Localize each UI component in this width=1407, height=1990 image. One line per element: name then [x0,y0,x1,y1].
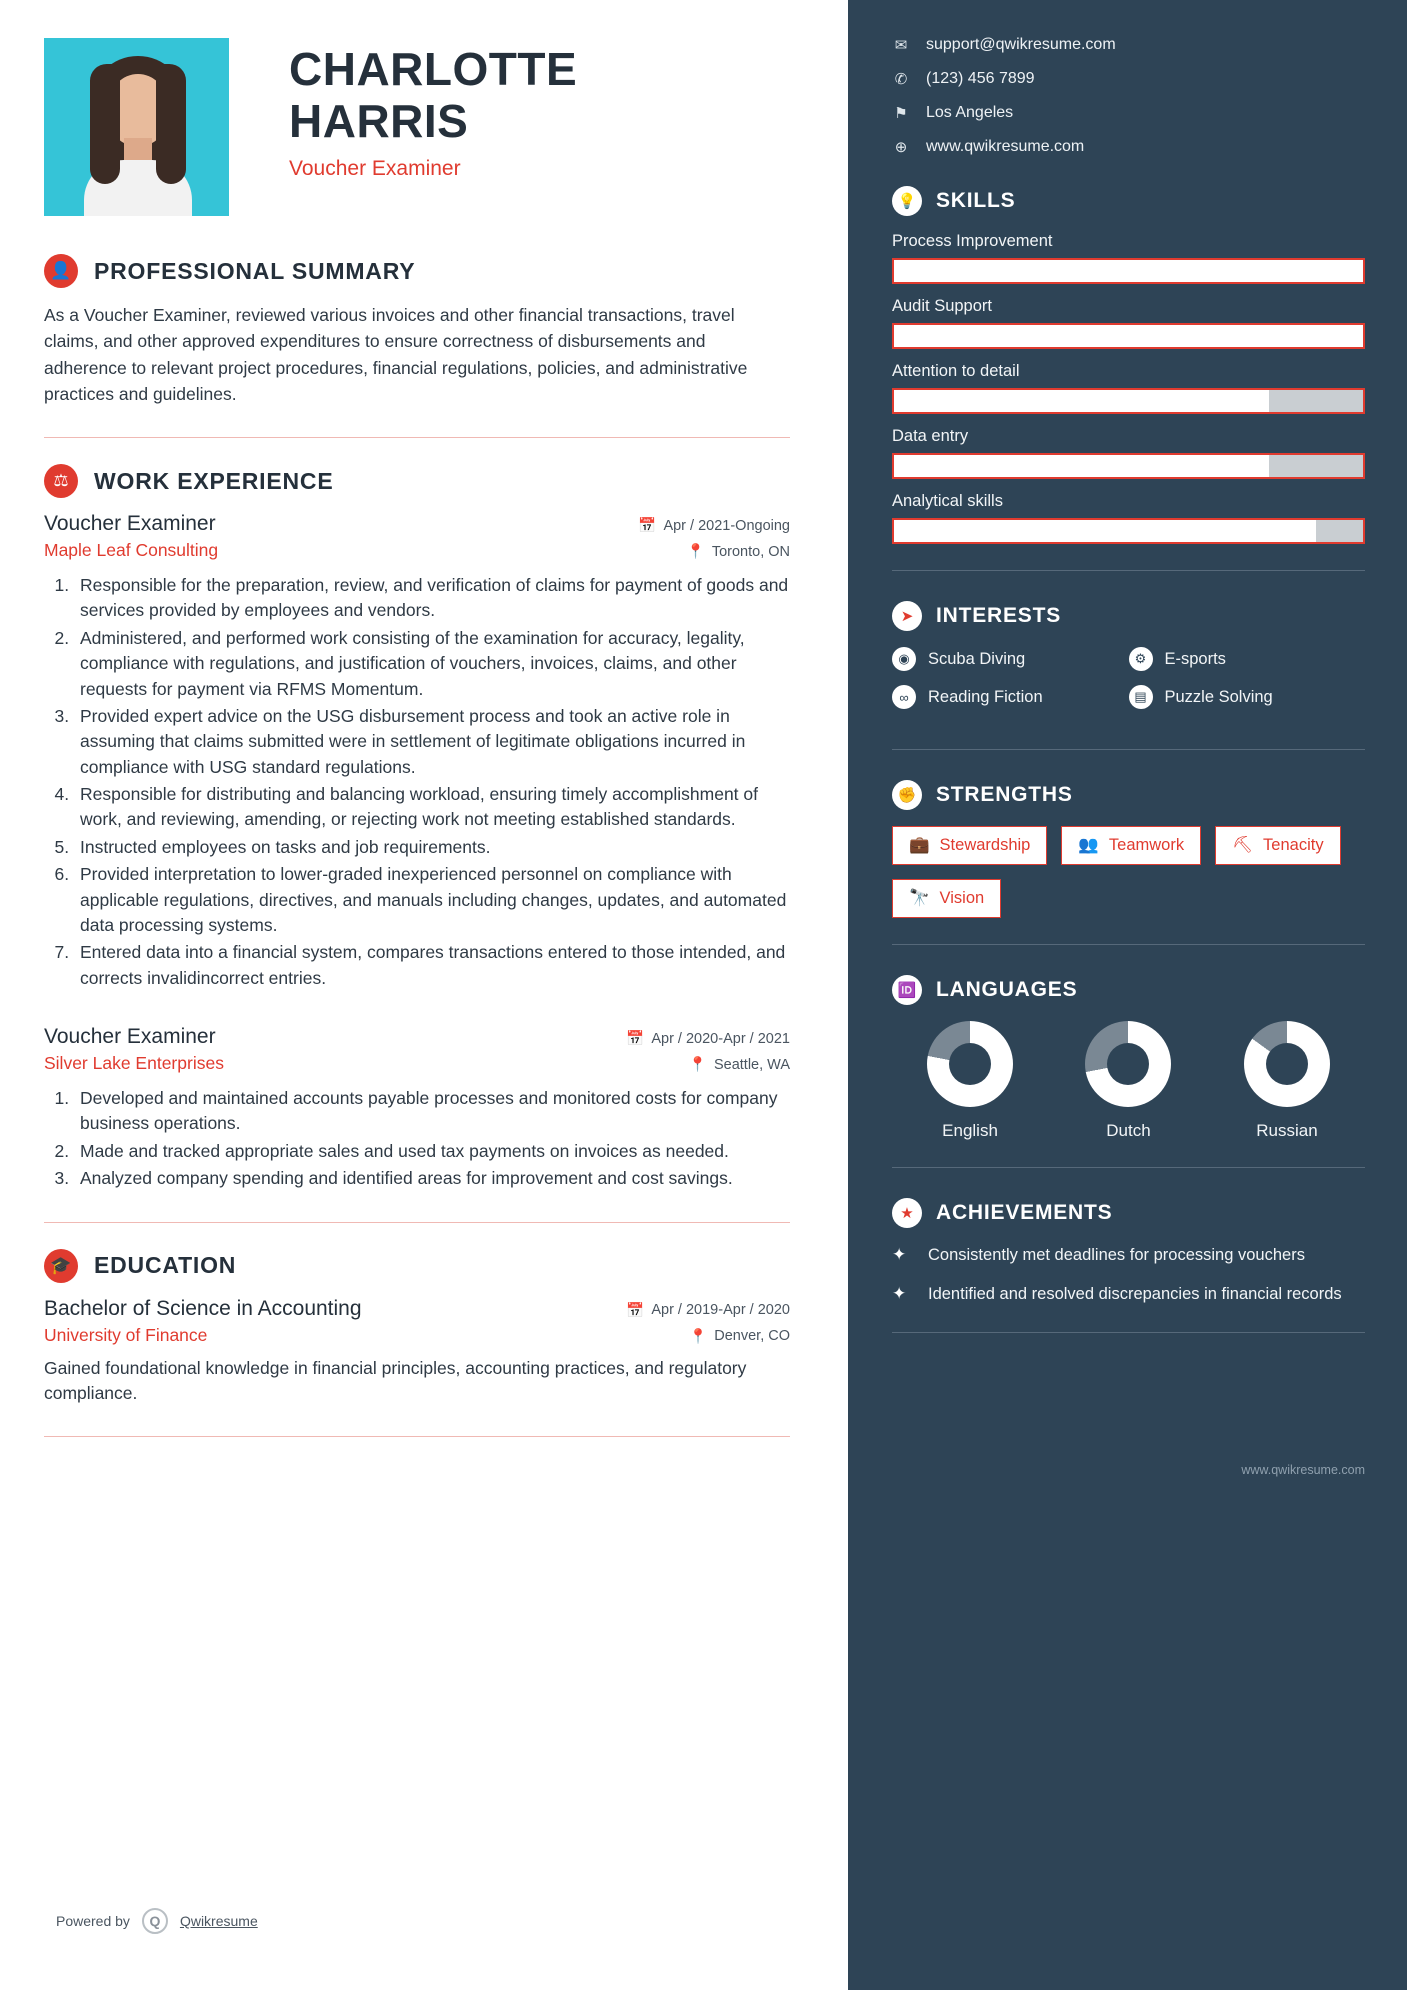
list-item: 1. Responsible for the preparation, review, and verification of claims for payment of goods and services provided by employees and vendors. [74,573,790,624]
qwikresume-logo-icon: Q [142,1908,168,1934]
divider [44,1222,790,1223]
esports-icon: ⚙ [1129,647,1153,671]
section-header [44,464,790,498]
calendar-icon: 📅 [626,1302,645,1319]
list-item: 2. Made and tracked appropriate sales and used tax payments on invoices as needed. [74,1139,790,1164]
job-title: Voucher Examiner [289,157,461,181]
list-item: 3. Provided expert advice on the USG disbursement process and took an active role in assuming that claims submitted were in settlement of legitimate obligations incurred in compliance with USG standard regulations. [74,704,790,780]
section-header [892,186,1365,216]
list-item: 6. Provided interpretation to lower-graded inexperienced personnel on compliance with applicable regulations, directives, and manuals including changes, updates, and automated data processing systems. [74,862,790,938]
footer-branding [56,1908,258,1934]
education-description: Gained foundational knowledge in financial principles, accounting practices, and regulatory compliance. [44,1357,747,1403]
section-title: WORK EXPERIENCE [94,467,334,494]
divider [892,749,1365,750]
education-degree: Bachelor of Science in Accounting [44,1296,362,1320]
section-title: INTERESTS [936,604,1062,627]
language-progress-ring [1244,1021,1330,1107]
education-dates: 📅 Apr / 2019-Apr / 2020 [626,1302,790,1319]
education-entry [44,1297,790,1407]
section-header [44,254,790,288]
star-icon: ✦ [892,1245,907,1264]
calendar-icon: 📅 [638,518,657,534]
last-name: HARRIS [289,94,469,147]
section-header [892,601,1365,631]
list-item: 7. Entered data into a financial system, compares transactions entered to those intended, and corrects invalidincorrect entries. [74,940,790,991]
strength-chip: 💼 Stewardship [892,826,1047,865]
lightbulb-icon: 💡 [892,186,922,216]
skill-item: Audit Support [892,297,1365,349]
interest-item: ∞ Reading Fiction [892,685,1129,709]
experience-location: 📍 Toronto, ON [686,543,790,560]
section-title: EDUCATION [94,1252,237,1278]
avatar [44,38,229,216]
resume-sidebar [848,0,1407,1990]
envelope-icon: ✉ [894,37,908,54]
section-title: ACHIEVEMENTS [936,1201,1113,1224]
summary-text: As a Voucher Examiner, reviewed various invoices and other financial transactions, travel claims, and other approved expenditures to ensure correctness of disbursements and adherence to relevant project procedures, financial regulations, policies, and administrative practices and guidelines. [44,305,748,404]
section-work-experience [44,464,790,1192]
skill-bar [892,453,1365,479]
contact-website[interactable]: ⊕ www.qwikresume.com [892,138,1365,156]
sidebar-footer-url: www.qwikresume.com [1241,1462,1365,1477]
section-header [892,780,1365,810]
divider [892,1332,1365,1333]
reading-icon: ∞ [892,685,916,709]
link-icon: ⛏ [1232,836,1254,854]
list-item: 3. Analyzed company spending and identified areas for improvement and cost savings. [74,1166,790,1191]
language-item: Dutch [1050,1021,1206,1141]
skill-bar [892,518,1365,544]
list-item: 5. Instructed employees on tasks and job requirements. [74,835,790,860]
contact-email[interactable]: ✉ support@qwikresume.com [892,36,1365,54]
language-item: Russian [1209,1021,1365,1141]
interest-item: ⚙ E-sports [1129,647,1366,671]
star-badge-icon: ★ [892,1198,922,1228]
section-education [44,1249,790,1407]
powered-by-label: Powered by [56,1913,130,1929]
skill-bar [892,323,1365,349]
skill-item: Attention to detail [892,362,1365,414]
divider [892,570,1365,571]
achievement-item: ✦ Consistently met deadlines for processing vouchers [892,1244,1365,1267]
section-title: STRENGTHS [936,783,1073,806]
phone-icon: ✆ [894,71,908,88]
section-achievements [892,1198,1365,1306]
location-pin-icon: ⚑ [894,105,908,122]
star-icon: ✦ [892,1283,907,1303]
puzzle-icon: ▤ [1129,685,1153,709]
divider [892,1167,1365,1168]
section-title: SKILLS [936,189,1016,212]
language-card-icon: 🆔 [892,975,922,1005]
skill-bar [892,388,1365,414]
interest-item: ▤ Puzzle Solving [1129,685,1366,709]
location-pin-icon: 📍 [689,1328,708,1345]
experience-entry [44,1025,790,1192]
divider [44,1436,790,1437]
experience-bullets [74,1086,790,1192]
experience-company: Maple Leaf Consulting [44,540,219,560]
team-icon: 👥 [1078,836,1099,854]
section-strengths [892,780,1365,918]
briefcase-icon: 💼 [909,836,930,854]
experience-role: Voucher Examiner [44,512,216,535]
list-item: 2. Administered, and performed work consisting of the examination for accuracy, legality, compliance with regulations, and justification of vouchers, invoices, claims, and other requests for payment via RFMS Momentum. [74,626,790,702]
binoculars-icon: 🔭 [909,889,930,907]
experience-company: Silver Lake Enterprises [44,1053,224,1073]
language-progress-ring [927,1021,1013,1107]
calendar-icon: 📅 [626,1031,645,1047]
contact-list [892,36,1365,156]
skill-item: Analytical skills [892,492,1365,544]
contact-phone[interactable]: ✆ (123) 456 7899 [892,70,1365,88]
page-title [289,44,577,147]
user-icon: 👤 [44,254,78,288]
strength-chip: ⛏ Tenacity [1215,826,1340,865]
briefcase-icon: ⚖ [44,464,78,498]
first-name: CHARLOTTE [289,43,578,95]
experience-role: Voucher Examiner [44,1025,216,1048]
paper-plane-icon: ➤ [892,601,922,631]
section-languages [892,975,1365,1141]
fist-icon: ✊ [892,780,922,810]
list-item: 1. Developed and maintained accounts payable processes and monitored costs for company business operations. [74,1086,790,1137]
column-gap [838,0,848,1990]
interest-item: ◉ Scuba Diving [892,647,1129,671]
section-skills [892,186,1365,544]
divider [892,944,1365,945]
experience-entry [44,512,790,991]
achievement-item: ✦ Identified and resolved discrepancies in financial records [892,1283,1365,1306]
skill-item: Process Improvement [892,232,1365,284]
graduation-cap-icon: 🎓 [44,1249,78,1283]
skill-bar [892,258,1365,284]
section-header [44,1249,790,1283]
strength-chip: 🔭 Vision [892,879,1001,918]
globe-icon: ⊕ [894,139,908,156]
location-pin-icon: 📍 [686,544,705,560]
language-progress-ring [1085,1021,1171,1107]
education-location: 📍 Denver, CO [689,1328,790,1345]
divider [44,437,790,438]
experience-dates: 📅 Apr / 2021-Ongoing [638,517,790,534]
section-title: PROFESSIONAL SUMMARY [94,257,416,284]
name-block [289,38,577,181]
qwikresume-link[interactable]: Qwikresume [179,1913,258,1929]
section-interests [892,601,1365,723]
section-header [892,1198,1365,1228]
experience-dates: 📅 Apr / 2020-Apr / 2021 [626,1030,790,1047]
experience-location: 📍 Seattle, WA [688,1056,790,1073]
language-item: English [892,1021,1048,1141]
contact-location: ⚑ Los Angeles [892,104,1365,122]
section-header [892,975,1365,1005]
section-title: LANGUAGES [936,978,1078,1001]
skill-item: Data entry [892,427,1365,479]
resume-header [44,38,790,216]
location-pin-icon: 📍 [688,1057,707,1073]
scuba-icon: ◉ [892,647,916,671]
experience-bullets [74,573,790,991]
education-school: University of Finance [44,1324,208,1345]
list-item: 4. Responsible for distributing and balancing workload, ensuring timely accomplishment of work, and reviewing, amending, or rejecting work not meeting established standards. [74,782,790,833]
strength-chip: 👥 Teamwork [1061,826,1201,865]
section-professional-summary [44,254,790,407]
